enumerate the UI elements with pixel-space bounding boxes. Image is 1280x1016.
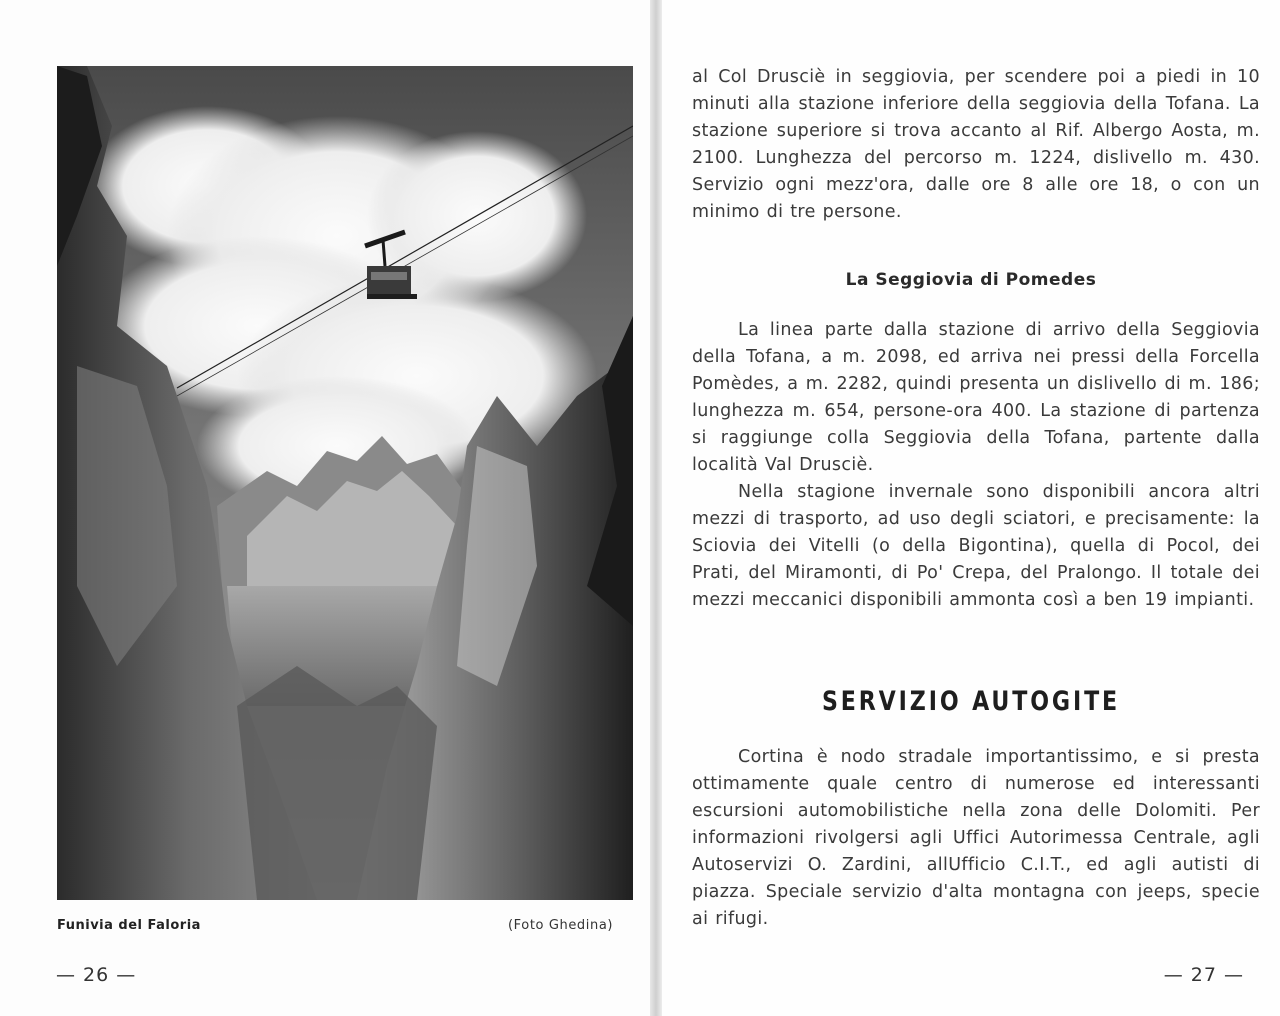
book-gutter [650,0,662,1016]
paragraph-text: La linea parte dalla stazione di arrivo della Seggiovia della Tofana, a m. 2098, ed arriva nei pressi della Forcella Pomèdes, a m. 2282, quindi presenta un dislivello di m. 186; lunghezza m. 654, persone-ora 400. La stazione di partenza si raggiunge colla Seggiovia della Tofana, partente dalla località Val Drusciè. [692,320,1260,475]
heading-servizio-autogite: SERVIZIO AUTOGITE [821,686,1121,717]
paragraph-text: al Col Drusciè in seggiovia, per scendere poi a piedi in 10 minuti alla stazione inferiore della seggiovia della Tofana. La stazione superiore si trova accanto al Rif. Albergo Aosta, m. 2100. Lunghezza del percorso m. 1224, dislivello m. 430. Servizio ogni mezz'ora, dalle ore 8 alle ore 18, o con un minimo di tre persone. [692,67,1260,222]
heading-seggiovia-pomedes: La Seggiovia di Pomedes [845,270,1097,290]
paragraph-text: Nella stagione invernale sono disponibili ancora altri mezzi di trasporto, ad uso degli sciatori, e precisamente: la Sciovia dei Vitelli (o della Bigontina), quella di Pocol, dei Prati, del Miramonti, di Po' Crepa, del Pralongo. Il totale dei mezzi meccanici disponibili ammonta così a ben 19 impianti. [692,482,1260,610]
photo-credit: (Foto Ghedina) [508,918,614,933]
paragraph-col-druscie [692,64,1260,226]
page-number-right: — 27 — [1163,964,1244,986]
photo-caption-title: Funivia del Faloria [57,918,201,933]
page-number-left: — 26 — [56,964,137,986]
right-page [662,0,1280,1016]
mountain-photo-illustration [57,66,633,900]
paragraph-pomedes [692,317,1260,614]
paragraph-autogite [692,744,1260,933]
cable-car-photo [57,66,633,900]
paragraph-text: Cortina è nodo stradale importantissimo, e si presta ottimamente quale centro di numerose ed interessanti escursioni automobilistiche nella zona delle Dolomiti. Per informazioni rivolgersi agli Uffici Autorimessa Centrale, agli Autoservizi O. Zardini, allUfficio C.I.T., ed agli autisti di piazza. Speciale servizio d'alta montagna con jeeps, specie ai rifugi. [692,747,1260,929]
